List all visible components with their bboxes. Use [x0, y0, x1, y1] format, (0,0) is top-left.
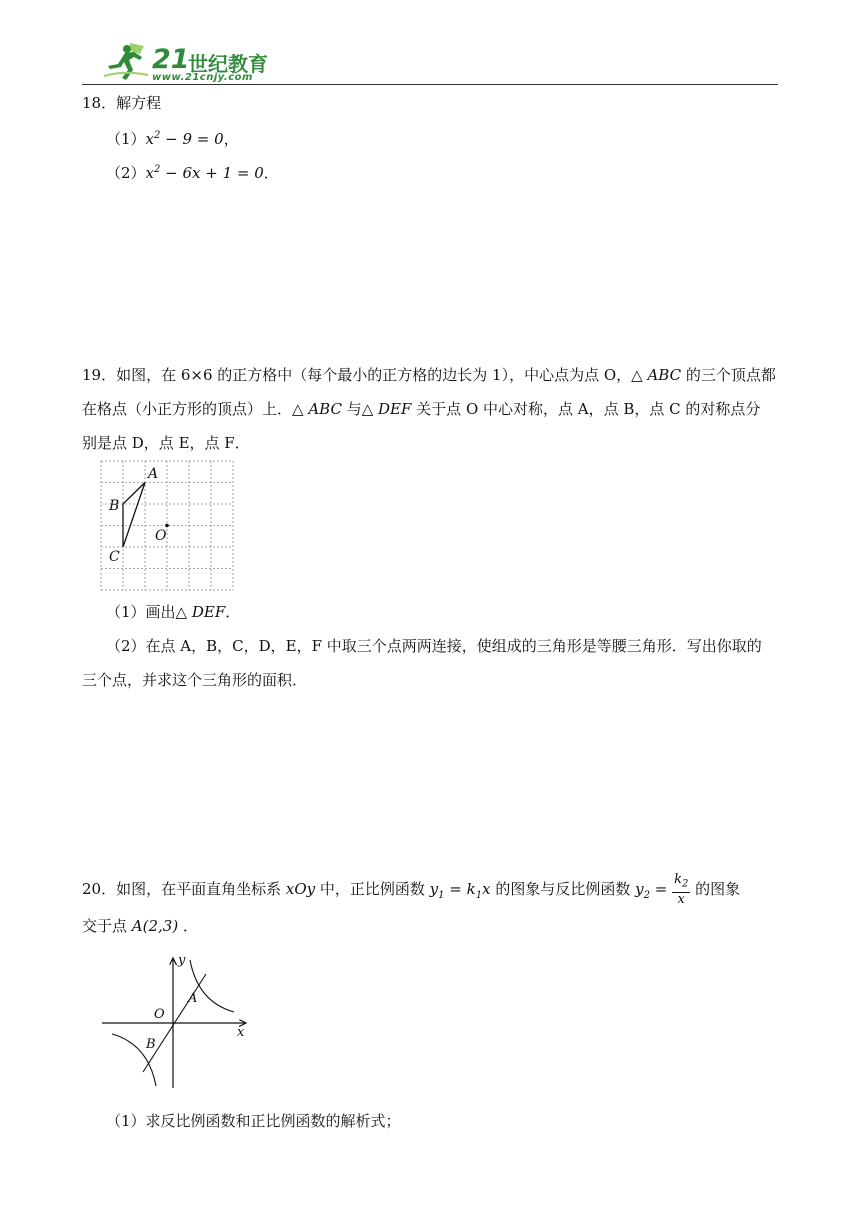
q20-inverse-function: $y_2$ = $\frac{k_2}{x}$ [635, 872, 689, 907]
q19-text-2b: 关于点 O 中心对称，点 A，点 B，点 C 的对称点分 [411, 400, 761, 418]
center-point-o [165, 524, 169, 528]
q18-part2 [106, 162, 279, 183]
q19-text-1a: 如图，在 6×6 的正方格中（每个最小的正方格的边长为 1），中心点为点 O， [116, 366, 632, 384]
q19-text-2a: 在格点（小正方形的顶点）上． [82, 400, 293, 418]
logo-url: www.21cnjy.com [152, 72, 253, 83]
q19-part1-label: （1）画出 [106, 603, 176, 621]
runner-logo-icon [100, 40, 152, 82]
q19-part2-text-2: 三个点，并求这个三角形的面积． [82, 671, 308, 689]
q19-part2-line2 [82, 669, 307, 690]
label-a: A [148, 466, 159, 482]
q19-text-1b: 的三个顶点都 [681, 366, 776, 384]
q19-line-3 [82, 432, 250, 453]
q20-part1 [106, 1110, 401, 1131]
header-logo [100, 40, 280, 84]
label-origin: O [154, 1007, 165, 1022]
label-b: B [109, 498, 120, 514]
q20-part1-text: （1）求反比例函数和正比例函数的解析式； [106, 1112, 401, 1130]
q20-text-1a: 如图，在平面直角坐标系 [116, 879, 286, 898]
q19-text-2mid: 与 [341, 400, 362, 418]
q19-triangle-def: △ DEF [361, 400, 412, 418]
q20-text-1d: 的图象 [690, 879, 741, 898]
q18-equation-2: $x^2 - 6x + 1 = 0$ [145, 164, 264, 182]
q20-xoy: xOy [285, 879, 316, 898]
q20-line-2 [82, 915, 198, 936]
q19-part2-text-1: （2）在点 A，B，C，D，E，F 中取三个点两两连接，使组成的三角形是等腰三角形．写出你取的 [106, 637, 762, 655]
q20-point-a: A(2,3) [131, 917, 179, 935]
q18-part2-label: （2） [106, 164, 146, 182]
q19-line-2 [82, 398, 760, 419]
q18-number: 18． [82, 94, 117, 112]
q19-triangle-abc-2: △ ABC [292, 400, 342, 418]
label-point-b: B [146, 1037, 156, 1052]
q19-text-3: 别是点 D，点 E，点 F． [82, 434, 250, 452]
q19-part1-tail: ． [225, 603, 241, 621]
q20-number: 20． [82, 879, 117, 898]
q19-part1-triangle: △ DEF [175, 603, 226, 621]
q20-text-1c: 的图象与反比例函数 [490, 879, 636, 898]
q18-part1 [106, 128, 239, 149]
q19-grid-figure [98, 458, 238, 593]
q19-triangle-abc: △ ABC [631, 366, 682, 384]
q18-equation-1: $x^2 - 9 = 0$ [145, 130, 224, 148]
q19-number: 19． [82, 366, 117, 384]
q20-coordinate-figure [98, 952, 258, 1092]
q18-heading [82, 92, 161, 113]
q19-part1 [106, 601, 240, 622]
q18-part2-tail: ． [263, 164, 279, 182]
q20-text-1b: 中，正比例函数 [315, 879, 430, 898]
label-point-a: A [188, 991, 198, 1006]
label-c: C [109, 549, 120, 565]
q18-title: 解方程 [116, 94, 162, 112]
q19-part2-line1 [106, 635, 762, 656]
q18-part1-tail: ， [223, 130, 239, 148]
triangle-abc [123, 483, 145, 548]
q18-part1-label: （1） [106, 130, 146, 148]
label-x: x [237, 1025, 245, 1040]
header-rule [82, 84, 778, 85]
logo-text: 世纪教育 [188, 52, 268, 76]
q20-text-2b: ． [178, 917, 198, 935]
q20-text-2a: 交于点 [82, 917, 132, 935]
q20-direct-function: $y_1 = k_1x$ [429, 879, 491, 901]
label-y: y [178, 953, 186, 968]
label-o: O [155, 528, 167, 544]
logo-number: 21 [152, 44, 190, 75]
q19-line-1 [82, 364, 776, 385]
q20-line-1 [82, 873, 740, 907]
